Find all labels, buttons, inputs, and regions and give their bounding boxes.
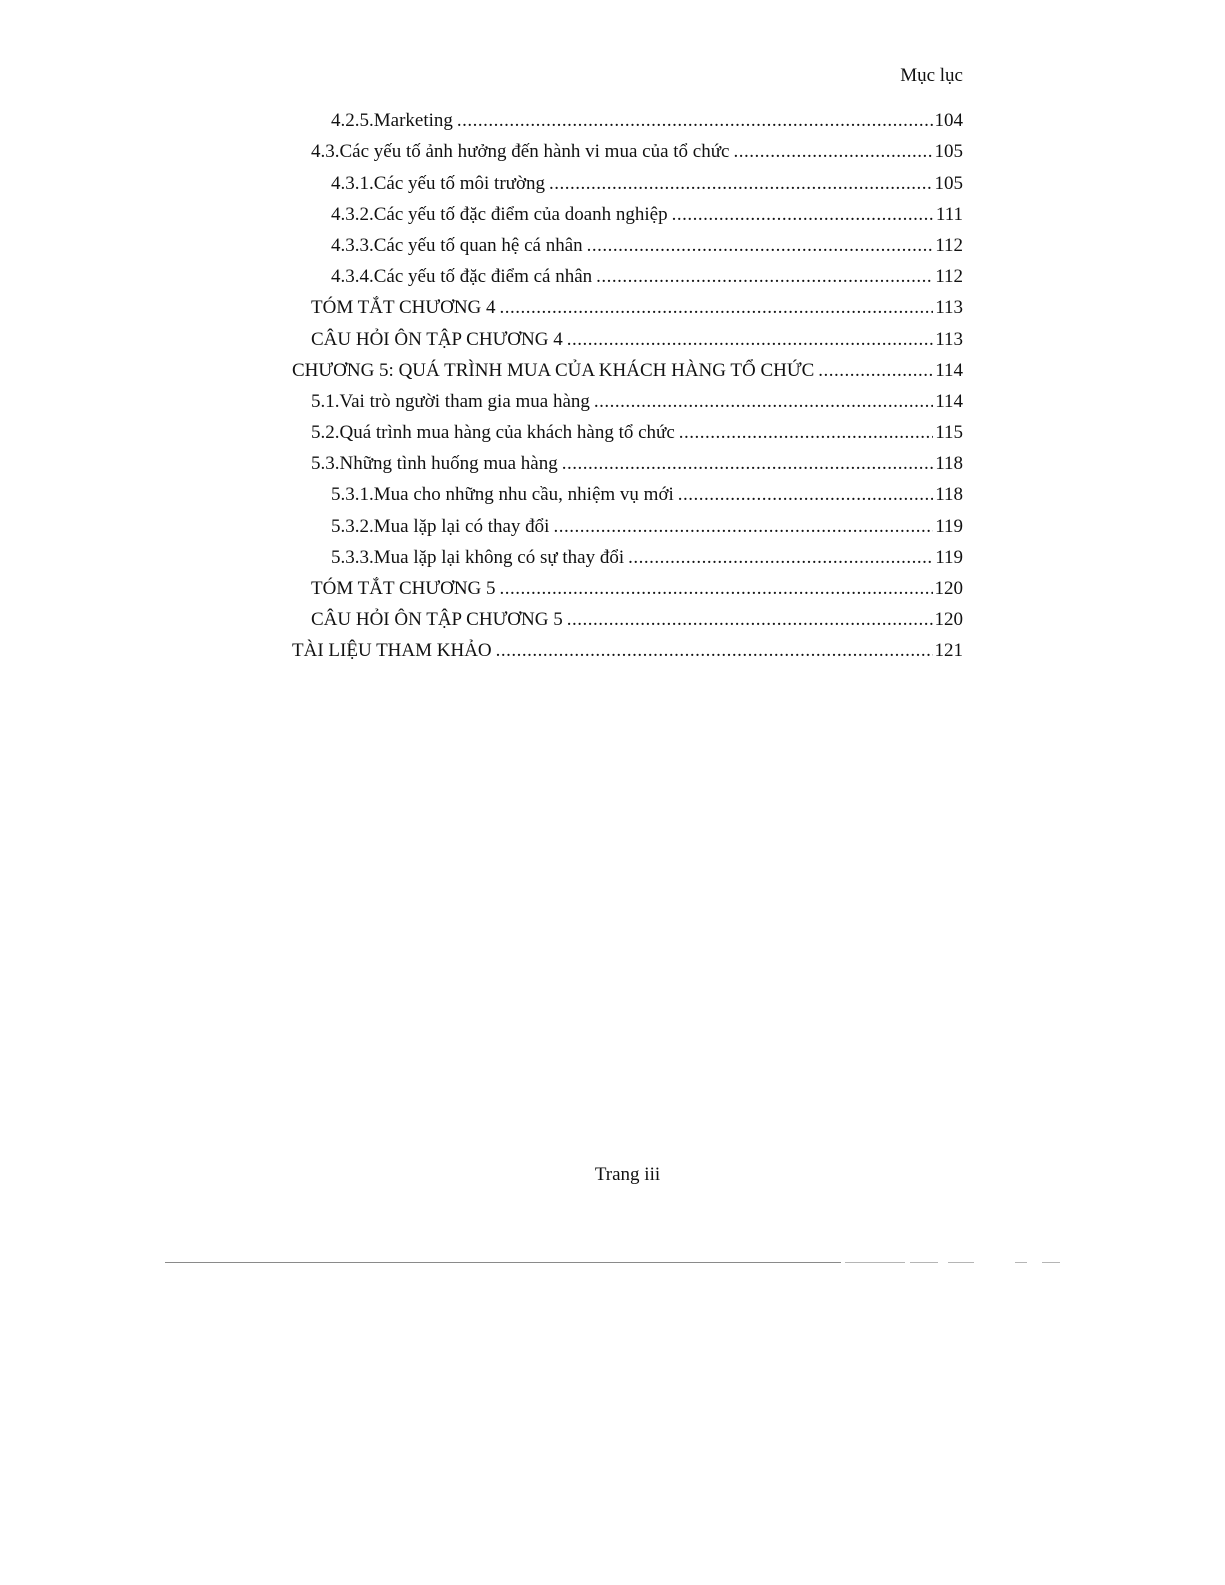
toc-leader-dots: [496, 638, 933, 664]
toc-leader-dots: [733, 139, 932, 165]
toc-leader-dots: [628, 545, 933, 571]
toc-leader-dots: [457, 108, 933, 134]
toc-entry-title: Các yếu tố đặc điểm của doanh nghiệp: [373, 203, 668, 225]
toc-entry[interactable]: [0, 134, 1225, 165]
toc-entry[interactable]: [0, 540, 1225, 571]
toc-entry[interactable]: [0, 446, 1225, 477]
toc-entry-page: 105: [934, 172, 963, 194]
toc-entry-page: 113: [935, 328, 963, 350]
toc-entry[interactable]: [0, 290, 1225, 321]
footer-divider-fragment: [845, 1262, 905, 1263]
toc-entry-page: 121: [934, 640, 963, 662]
toc-entry-page: 111: [935, 203, 963, 225]
toc-entry[interactable]: [0, 415, 1225, 446]
toc-leader-dots: [562, 451, 933, 477]
toc-entry[interactable]: [0, 602, 1225, 633]
toc-leader-dots: [500, 576, 933, 602]
toc-entry-page: 113: [935, 297, 963, 319]
toc-leader-dots: [672, 202, 934, 228]
toc-leader-dots: [500, 295, 934, 321]
toc-entry-page: 104: [934, 110, 963, 132]
toc-entry-title: TÓM TẮT CHƯƠNG 4: [311, 297, 496, 319]
toc-entry[interactable]: [0, 259, 1225, 290]
toc-entry[interactable]: [0, 508, 1225, 539]
toc-leader-dots: [549, 171, 932, 197]
toc-leader-dots: [818, 358, 933, 384]
toc-entry-number: 4.3.4.: [331, 266, 374, 288]
toc-entry-page: 114: [935, 359, 963, 381]
toc-entry-number: 4.3.2.: [331, 203, 374, 225]
footer-divider-fragment: [948, 1262, 974, 1263]
footer-divider-fragment: [910, 1262, 938, 1263]
toc-entry-title: CÂU HỎI ÔN TẬP CHƯƠNG 4: [311, 328, 563, 350]
toc-entry-title: Mua lặp lại có thay đổi: [373, 515, 550, 537]
footer-divider-fragment: [1042, 1262, 1060, 1263]
toc-entry[interactable]: [0, 477, 1225, 508]
toc-entry-number: 5.3.3.: [331, 546, 374, 568]
toc-entry[interactable]: [0, 228, 1225, 259]
toc-entry-title: TÓM TẮT CHƯƠNG 5: [311, 578, 496, 599]
toc-entry-title: CHƯƠNG 5: QUÁ TRÌNH MUA CỦA KHÁCH HÀNG TỔ CHỨC: [292, 359, 815, 381]
table-of-contents: [0, 103, 1225, 664]
toc-entry-number: 5.2.: [311, 422, 340, 444]
toc-entry-number: 5.3.1.: [331, 484, 374, 506]
toc-entry-title: Marketing: [373, 110, 453, 132]
toc-entry-page: 119: [935, 515, 963, 537]
toc-entry[interactable]: [0, 321, 1225, 352]
toc-entry-number: 4.3.: [311, 141, 340, 163]
toc-entry-page: 118: [935, 484, 963, 506]
toc-entry-page: 114: [935, 390, 963, 412]
page-header: Mục lục: [900, 65, 963, 86]
toc-leader-dots: [587, 233, 934, 259]
toc-entry-number: 5.3.2.: [331, 515, 374, 537]
toc-entry-number: 4.2.5.: [331, 110, 374, 132]
toc-entry-title: Các yếu tố quan hệ cá nhân: [373, 234, 583, 256]
toc-entry-title: Các yếu tố đặc điểm cá nhân: [373, 266, 593, 288]
toc-entry-title: Quá trình mua hàng của khách hàng tổ chức: [339, 422, 675, 444]
toc-entry-page: 112: [935, 234, 963, 256]
toc-entry-page: 119: [935, 546, 963, 568]
page-footer: Trang iii: [594, 1164, 661, 1185]
toc-entry-title: Những tình huống mua hàng: [339, 453, 558, 475]
toc-leader-dots: [679, 420, 933, 446]
toc-entry[interactable]: [0, 633, 1225, 664]
footer-divider: [165, 1262, 841, 1263]
toc-entry-title: Mua cho những nhu cầu, nhiệm vụ mới: [373, 484, 674, 506]
toc-entry-number: 4.3.1.: [331, 172, 374, 194]
toc-entry-page: 118: [935, 453, 963, 475]
toc-entry-number: 5.3.: [311, 453, 340, 475]
toc-entry-title: Mua lặp lại không có sự thay đổi: [373, 546, 625, 568]
toc-entry[interactable]: [0, 103, 1225, 134]
toc-entry[interactable]: [0, 165, 1225, 196]
footer-divider-fragment: [1015, 1262, 1027, 1263]
toc-entry-page: 112: [935, 266, 963, 288]
toc-leader-dots: [553, 514, 933, 540]
toc-entry-title: CÂU HỎI ÔN TẬP CHƯƠNG 5: [311, 609, 563, 631]
toc-entry[interactable]: [0, 353, 1225, 384]
toc-entry-page: 120: [934, 578, 963, 599]
toc-entry-number: 4.3.3.: [331, 234, 374, 256]
toc-entry-title: Các yếu tố ảnh hưởng đến hành vi mua của tổ chức: [339, 141, 730, 163]
toc-entry-page: 105: [934, 141, 963, 163]
toc-entry-title: TÀI LIỆU THAM KHẢO: [292, 640, 492, 662]
toc-entry-title: Vai trò người tham gia mua hàng: [339, 390, 590, 412]
toc-entry[interactable]: [0, 384, 1225, 415]
toc-entry-page: 120: [934, 609, 963, 631]
toc-entry-title: Các yếu tố môi trường: [373, 172, 546, 194]
toc-entry-page: 115: [935, 422, 963, 444]
toc-entry[interactable]: [0, 197, 1225, 228]
toc-leader-dots: [678, 482, 933, 508]
toc-leader-dots: [567, 607, 933, 633]
toc-entry[interactable]: [0, 571, 1225, 602]
toc-leader-dots: [596, 264, 933, 290]
toc-leader-dots: [567, 327, 933, 353]
toc-entry-number: 5.1.: [311, 390, 340, 412]
toc-leader-dots: [594, 389, 933, 415]
